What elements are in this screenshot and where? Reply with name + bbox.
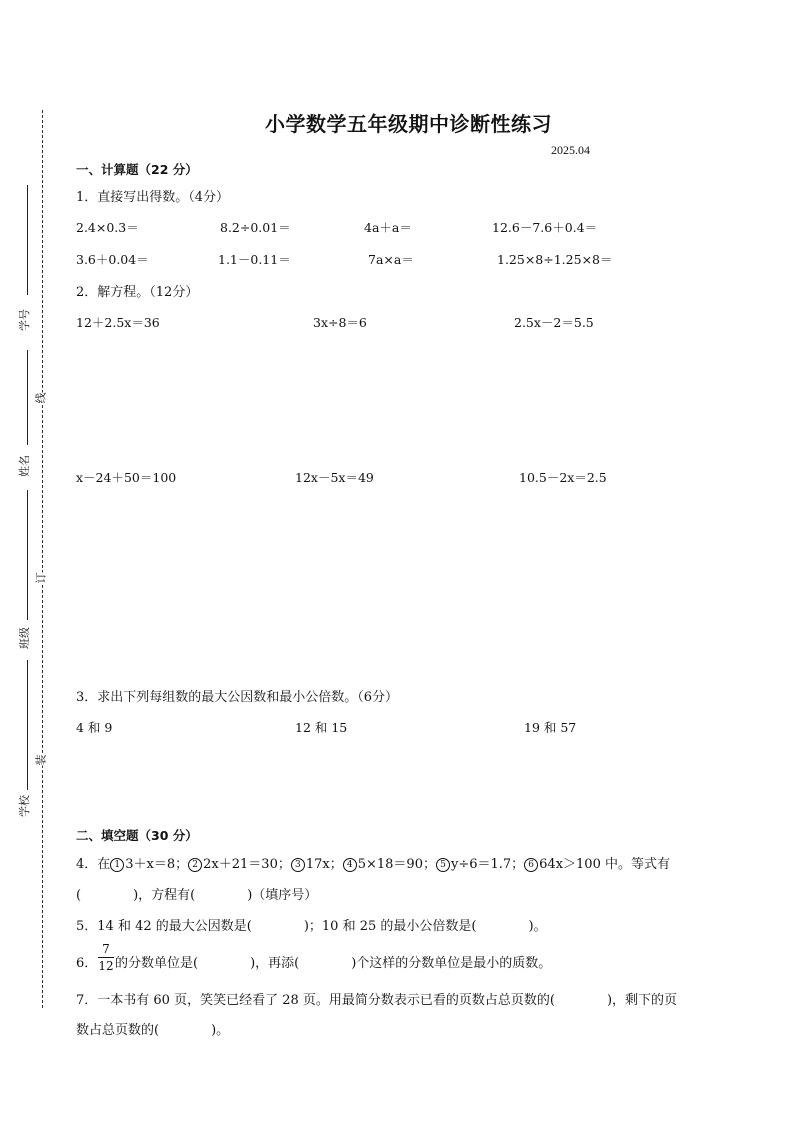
q1-item: 1.1－0.11＝ (218, 252, 291, 267)
q1-item: 12.6－7.6＋0.4＝ (492, 220, 598, 235)
name-line (27, 350, 28, 445)
school-line (27, 660, 28, 790)
binding-dashed-line (42, 110, 43, 1008)
class-line (27, 490, 28, 620)
q2-item: 12x－5x＝49 (295, 470, 374, 485)
q2-item: 10.5－2x＝2.5 (519, 470, 607, 485)
q7-line1: 7．一本书有 60 页，笑笑已经看了 28 页。用最简分数表示已看的页数占总页数的( )，剩下的页 (76, 993, 678, 1008)
binding-xian-mark: 线 (34, 392, 48, 404)
section2-heading: 二、填空题（30 分） (76, 828, 198, 843)
binding-zhuang-mark: 装 (34, 754, 48, 766)
q2-item: 3x÷8＝6 (313, 315, 367, 330)
fraction-7-12 (98, 942, 114, 973)
exam-date: 2025.04 (551, 143, 590, 157)
q6-text: 的分数单位是( )，再添( )个这样的分数单位是最小的质数。 (115, 956, 552, 971)
section1-heading: 一、计算题（22 分） (76, 162, 198, 177)
circled-number: 6 (524, 858, 538, 872)
q1-item: 8.2÷0.01＝ (220, 220, 291, 235)
binding-ding-mark: 订 (34, 572, 48, 584)
q1-item: 1.25×8÷1.25×8＝ (497, 252, 613, 267)
student-id-line (27, 185, 28, 295)
student-id-label: 学号 (18, 309, 31, 331)
circled-number: 5 (436, 858, 450, 872)
fraction-denominator: 12 (98, 959, 114, 973)
q4-line2: ( )，方程有( )（填序号） (76, 888, 318, 903)
q4-part: y÷6＝1.7； (450, 857, 525, 872)
q2-item: 12＋2.5x＝36 (76, 315, 160, 330)
q1-item: 2.4×0.3＝ (76, 220, 139, 235)
q4-line1 (76, 853, 670, 872)
circled-number: 1 (110, 858, 124, 872)
q4-part: 5×18＝90； (357, 857, 436, 872)
q2-item: x－24＋50＝100 (76, 470, 177, 485)
q3-label: 3．求出下列每组数的最大公因数和最小公倍数。（6分） (76, 690, 399, 705)
q1-item: 7a×a＝ (368, 252, 414, 267)
circled-number: 4 (343, 858, 357, 872)
q1-label: 1．直接写出得数。（4分） (76, 190, 230, 205)
fraction-bar (98, 957, 114, 958)
q7-line2: 数占总页数的( )。 (76, 1023, 230, 1038)
q3-item: 19 和 57 (524, 720, 577, 735)
page-title: 小学数学五年级期中诊断性练习 (265, 112, 552, 136)
q3-item: 4 和 9 (76, 720, 113, 735)
fraction-numerator: 7 (102, 942, 110, 956)
q4-part: 64x＞100 中。等式有 (539, 857, 670, 872)
q1-item: 4a＋a＝ (364, 220, 412, 235)
q6-prefix: 6． (76, 956, 98, 971)
q4-prefix: 4．在 (76, 857, 111, 872)
q2-label: 2．解方程。（12分） (76, 285, 199, 300)
q3-item: 12 和 15 (295, 720, 348, 735)
class-label: 班级 (18, 627, 31, 649)
q5: 5．14 和 42 的最大公因数是( )；10 和 25 的最小公倍数是( )。 (76, 919, 547, 934)
q4-part: 2x＋21＝30； (203, 857, 291, 872)
name-label: 姓名 (18, 455, 31, 477)
circled-number: 3 (291, 858, 305, 872)
school-label: 学校 (18, 795, 31, 817)
q4-part: 17x； (305, 857, 343, 872)
q4-part: 3＋x＝8； (125, 857, 189, 872)
circled-number: 2 (188, 858, 202, 872)
q2-item: 2.5x－2＝5.5 (514, 315, 594, 330)
q1-item: 3.6＋0.04＝ (76, 252, 149, 267)
